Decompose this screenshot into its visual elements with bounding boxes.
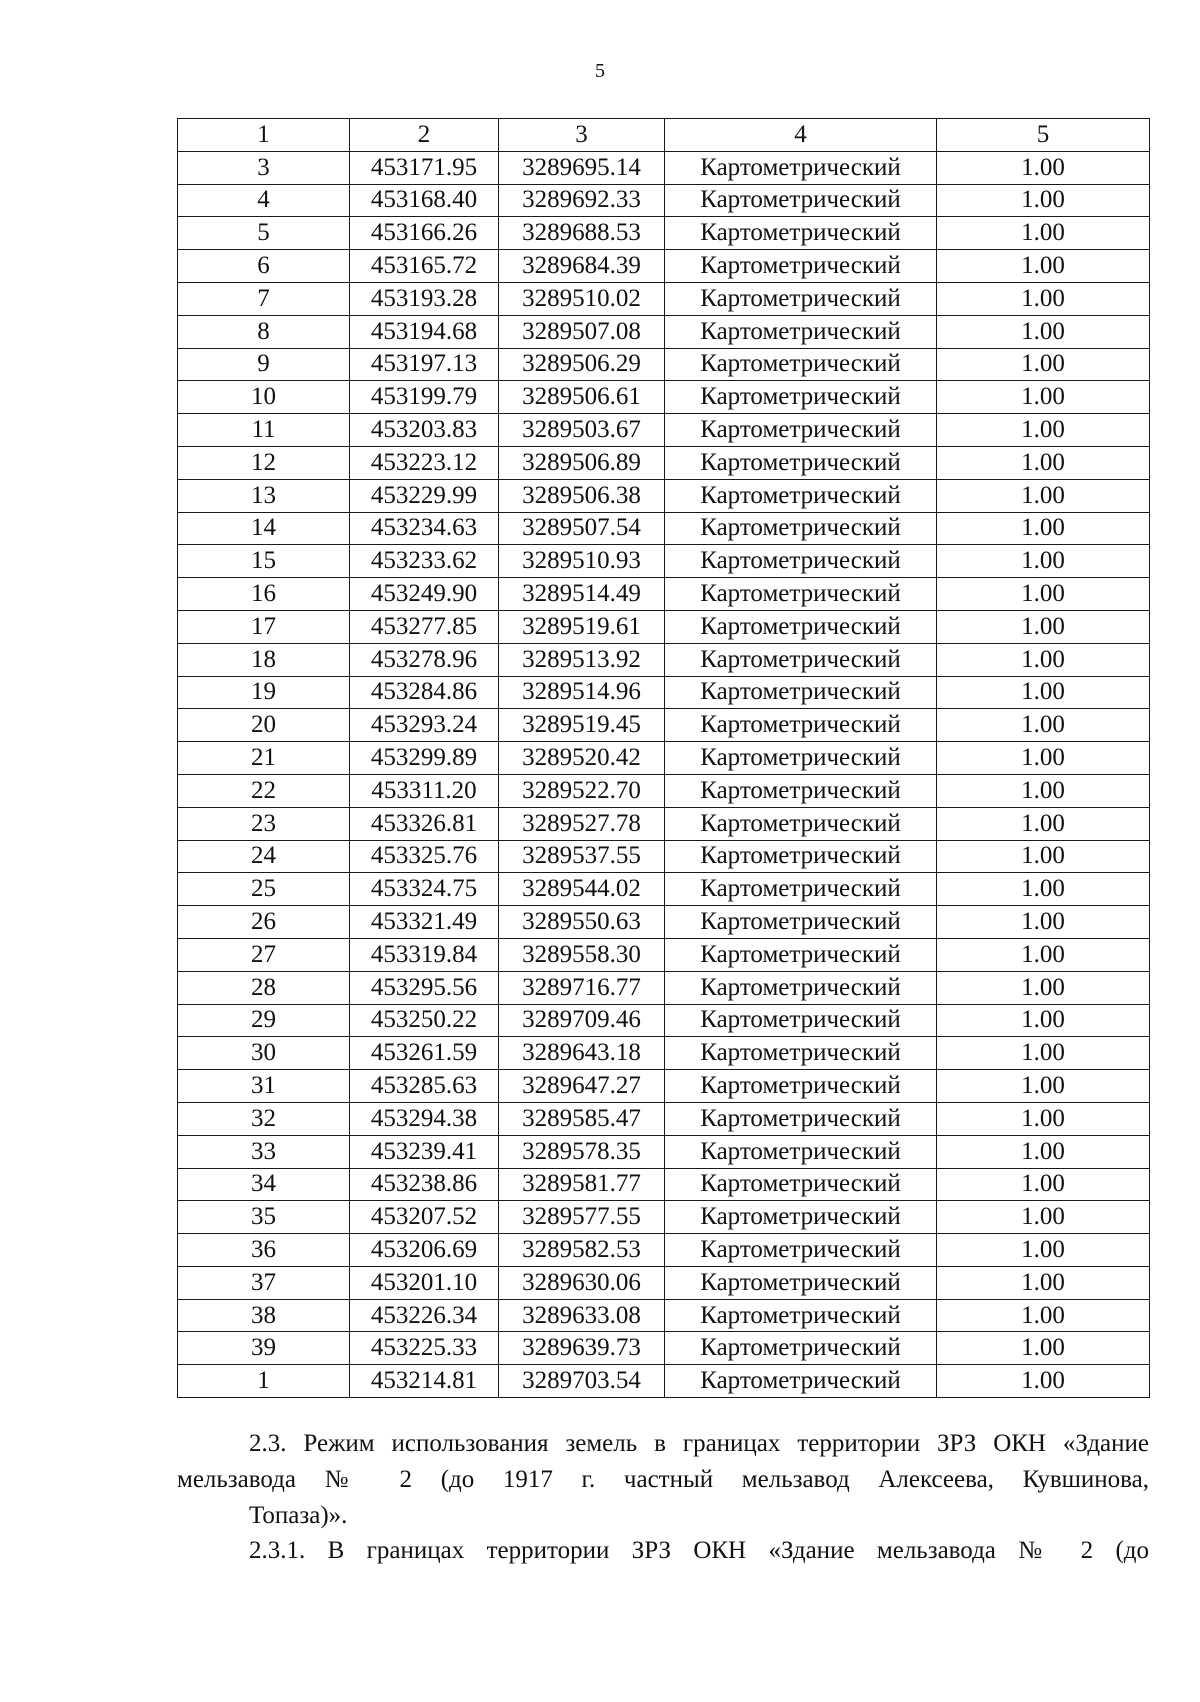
- table-row: [178, 643, 1150, 676]
- cell-method: Картометрический: [665, 151, 937, 184]
- cell-x: 453199.79: [350, 381, 499, 414]
- cell-method: Картометрический: [665, 1037, 937, 1070]
- cell-method: Картометрический: [665, 315, 937, 348]
- cell-x: 453311.20: [350, 774, 499, 807]
- cell-method: Картометрический: [665, 479, 937, 512]
- cell-y: 3289630.06: [499, 1266, 665, 1299]
- cell-method: Картометрический: [665, 971, 937, 1004]
- cell-accuracy: 1.00: [937, 414, 1150, 447]
- table-row: [178, 1102, 1150, 1135]
- header-cell-accuracy: 5: [937, 119, 1150, 152]
- cell-method: Картометрический: [665, 184, 937, 217]
- cell-x: 453201.10: [350, 1266, 499, 1299]
- cell-accuracy: 1.00: [937, 512, 1150, 545]
- cell-y: 3289506.89: [499, 446, 665, 479]
- cell-method: Картометрический: [665, 807, 937, 840]
- cell-point-number: 9: [178, 348, 350, 381]
- cell-point-number: 10: [178, 381, 350, 414]
- cell-y: 3289527.78: [499, 807, 665, 840]
- table-row: [178, 512, 1150, 545]
- table-row: [178, 1135, 1150, 1168]
- cell-x: 453250.22: [350, 1004, 499, 1037]
- table-row: [178, 774, 1150, 807]
- cell-method: Картометрический: [665, 578, 937, 611]
- table-row: [178, 610, 1150, 643]
- table-row: [178, 1266, 1150, 1299]
- cell-method: Картометрический: [665, 1102, 937, 1135]
- cell-accuracy: 1.00: [937, 1135, 1150, 1168]
- cell-accuracy: 1.00: [937, 610, 1150, 643]
- cell-point-number: 24: [178, 840, 350, 873]
- cell-method: Картометрический: [665, 1365, 937, 1398]
- cell-method: Картометрический: [665, 1168, 937, 1201]
- cell-point-number: 26: [178, 906, 350, 939]
- cell-x: 453324.75: [350, 873, 499, 906]
- cell-method: Картометрический: [665, 840, 937, 873]
- cell-x: 453226.34: [350, 1299, 499, 1332]
- cell-point-number: 28: [178, 971, 350, 1004]
- cell-y: 3289558.30: [499, 938, 665, 971]
- cell-y: 3289716.77: [499, 971, 665, 1004]
- cell-x: 453214.81: [350, 1365, 499, 1398]
- cell-x: 453326.81: [350, 807, 499, 840]
- cell-method: Картометрический: [665, 1004, 937, 1037]
- cell-y: 3289514.49: [499, 578, 665, 611]
- table-row: [178, 1201, 1150, 1234]
- paragraph-2-3-line-1: 2.3. Режим использования земель в границах территории ЗРЗ ОКН: [249, 1430, 1046, 1457]
- page-number: 5: [595, 60, 605, 82]
- cell-point-number: 30: [178, 1037, 350, 1070]
- cell-accuracy: 1.00: [937, 1168, 1150, 1201]
- cell-accuracy: 1.00: [937, 709, 1150, 742]
- table-row: [178, 545, 1150, 578]
- cell-accuracy: 1.00: [937, 446, 1150, 479]
- cell-point-number: 27: [178, 938, 350, 971]
- cell-y: 3289639.73: [499, 1332, 665, 1365]
- table-row: [178, 184, 1150, 217]
- cell-accuracy: 1.00: [937, 938, 1150, 971]
- cell-accuracy: 1.00: [937, 184, 1150, 217]
- table-row: [178, 676, 1150, 709]
- cell-point-number: 3: [178, 151, 350, 184]
- cell-y: 3289537.55: [499, 840, 665, 873]
- cell-point-number: 39: [178, 1332, 350, 1365]
- table-row: [178, 381, 1150, 414]
- table-row: [178, 906, 1150, 939]
- cell-y: 3289578.35: [499, 1135, 665, 1168]
- cell-x: 453206.69: [350, 1234, 499, 1267]
- cell-accuracy: 1.00: [937, 1234, 1150, 1267]
- cell-x: 453249.90: [350, 578, 499, 611]
- cell-accuracy: 1.00: [937, 250, 1150, 283]
- cell-method: Картометрический: [665, 742, 937, 775]
- cell-y: 3289513.92: [499, 643, 665, 676]
- cell-accuracy: 1.00: [937, 217, 1150, 250]
- cell-method: Картометрический: [665, 1332, 937, 1365]
- cell-point-number: 38: [178, 1299, 350, 1332]
- cell-accuracy: 1.00: [937, 315, 1150, 348]
- cell-accuracy: 1.00: [937, 807, 1150, 840]
- table-row: [178, 873, 1150, 906]
- cell-x: 453239.41: [350, 1135, 499, 1168]
- header-cell-x: 2: [350, 119, 499, 152]
- cell-x: 453233.62: [350, 545, 499, 578]
- table-row: [178, 1037, 1150, 1070]
- cell-y: 3289703.54: [499, 1365, 665, 1398]
- table-row: [178, 807, 1150, 840]
- header-cell-y: 3: [499, 119, 665, 152]
- cell-y: 3289507.54: [499, 512, 665, 545]
- table-row: [178, 938, 1150, 971]
- table-row: [178, 709, 1150, 742]
- cell-x: 453165.72: [350, 250, 499, 283]
- cell-y: 3289506.38: [499, 479, 665, 512]
- cell-x: 453285.63: [350, 1070, 499, 1103]
- cell-x: 453295.56: [350, 971, 499, 1004]
- cell-accuracy: 1.00: [937, 479, 1150, 512]
- table-row: [178, 742, 1150, 775]
- cell-accuracy: 1.00: [937, 1004, 1150, 1037]
- cell-y: 3289544.02: [499, 873, 665, 906]
- table-row: [178, 1365, 1150, 1398]
- cell-y: 3289510.02: [499, 282, 665, 315]
- cell-method: Картометрический: [665, 1070, 937, 1103]
- cell-accuracy: 1.00: [937, 1365, 1150, 1398]
- cell-point-number: 14: [178, 512, 350, 545]
- table-row: [178, 282, 1150, 315]
- paragraph-2-3-1: [177, 1533, 1149, 1569]
- cell-point-number: 1: [178, 1365, 350, 1398]
- cell-x: 453278.96: [350, 643, 499, 676]
- cell-point-number: 18: [178, 643, 350, 676]
- cell-point-number: 7: [178, 282, 350, 315]
- table-header-row: [178, 119, 1150, 152]
- cell-point-number: 25: [178, 873, 350, 906]
- cell-y: 3289520.42: [499, 742, 665, 775]
- cell-point-number: 33: [178, 1135, 350, 1168]
- cell-point-number: 37: [178, 1266, 350, 1299]
- cell-x: 453197.13: [350, 348, 499, 381]
- cell-method: Картометрический: [665, 1234, 937, 1267]
- cell-y: 3289506.61: [499, 381, 665, 414]
- cell-accuracy: 1.00: [937, 151, 1150, 184]
- cell-x: 453229.99: [350, 479, 499, 512]
- cell-accuracy: 1.00: [937, 840, 1150, 873]
- cell-accuracy: 1.00: [937, 1299, 1150, 1332]
- cell-y: 3289507.08: [499, 315, 665, 348]
- cell-point-number: 35: [178, 1201, 350, 1234]
- cell-x: 453203.83: [350, 414, 499, 447]
- cell-point-number: 8: [178, 315, 350, 348]
- cell-x: 453193.28: [350, 282, 499, 315]
- cell-y: 3289581.77: [499, 1168, 665, 1201]
- cell-accuracy: 1.00: [937, 1070, 1150, 1103]
- cell-point-number: 36: [178, 1234, 350, 1267]
- cell-y: 3289519.45: [499, 709, 665, 742]
- cell-point-number: 12: [178, 446, 350, 479]
- cell-method: Картометрический: [665, 774, 937, 807]
- cell-accuracy: 1.00: [937, 643, 1150, 676]
- cell-y: 3289550.63: [499, 906, 665, 939]
- cell-method: Картометрический: [665, 873, 937, 906]
- table-row: [178, 1168, 1150, 1201]
- cell-accuracy: 1.00: [937, 873, 1150, 906]
- cell-method: Картометрический: [665, 709, 937, 742]
- cell-method: Картометрический: [665, 512, 937, 545]
- cell-method: Картометрический: [665, 381, 937, 414]
- cell-point-number: 19: [178, 676, 350, 709]
- cell-y: 3289503.67: [499, 414, 665, 447]
- cell-x: 453293.24: [350, 709, 499, 742]
- cell-method: Картометрический: [665, 414, 937, 447]
- header-cell-point-number: 1: [178, 119, 350, 152]
- cell-method: Картометрический: [665, 1266, 937, 1299]
- cell-x: 453166.26: [350, 217, 499, 250]
- cell-x: 453194.68: [350, 315, 499, 348]
- cell-x: 453223.12: [350, 446, 499, 479]
- cell-point-number: 23: [178, 807, 350, 840]
- cell-point-number: 11: [178, 414, 350, 447]
- cell-y: 3289695.14: [499, 151, 665, 184]
- cell-method: Картометрический: [665, 545, 937, 578]
- cell-method: Картометрический: [665, 348, 937, 381]
- cell-x: 453207.52: [350, 1201, 499, 1234]
- cell-point-number: 22: [178, 774, 350, 807]
- cell-method: Картометрический: [665, 906, 937, 939]
- header-cell-method: 4: [665, 119, 937, 152]
- cell-method: Картометрический: [665, 938, 937, 971]
- cell-point-number: 34: [178, 1168, 350, 1201]
- cell-accuracy: 1.00: [937, 348, 1150, 381]
- cell-accuracy: 1.00: [937, 1266, 1150, 1299]
- cell-x: 453168.40: [350, 184, 499, 217]
- cell-point-number: 32: [178, 1102, 350, 1135]
- table-row: [178, 971, 1150, 1004]
- cell-accuracy: 1.00: [937, 578, 1150, 611]
- table-row: [178, 151, 1150, 184]
- cell-accuracy: 1.00: [937, 971, 1150, 1004]
- table-row: [178, 1070, 1150, 1103]
- cell-point-number: 21: [178, 742, 350, 775]
- coordinates-table: [177, 118, 1150, 1398]
- table-row: [178, 479, 1150, 512]
- cell-y: 3289506.29: [499, 348, 665, 381]
- cell-accuracy: 1.00: [937, 1037, 1150, 1070]
- cell-x: 453284.86: [350, 676, 499, 709]
- cell-y: 3289684.39: [499, 250, 665, 283]
- cell-x: 453321.49: [350, 906, 499, 939]
- cell-x: 453171.95: [350, 151, 499, 184]
- table-row: [178, 315, 1150, 348]
- cell-point-number: 20: [178, 709, 350, 742]
- table-row: [178, 446, 1150, 479]
- table-row: [178, 1332, 1150, 1365]
- cell-accuracy: 1.00: [937, 545, 1150, 578]
- cell-x: 453261.59: [350, 1037, 499, 1070]
- cell-accuracy: 1.00: [937, 1201, 1150, 1234]
- cell-y: 3289582.53: [499, 1234, 665, 1267]
- table-row: [178, 1234, 1150, 1267]
- cell-y: 3289688.53: [499, 217, 665, 250]
- cell-point-number: 17: [178, 610, 350, 643]
- cell-accuracy: 1.00: [937, 774, 1150, 807]
- cell-point-number: 6: [178, 250, 350, 283]
- cell-accuracy: 1.00: [937, 906, 1150, 939]
- cell-method: Картометрический: [665, 610, 937, 643]
- cell-point-number: 4: [178, 184, 350, 217]
- table-row: [178, 578, 1150, 611]
- cell-method: Картометрический: [665, 1201, 937, 1234]
- cell-method: Картометрический: [665, 217, 937, 250]
- cell-point-number: 29: [178, 1004, 350, 1037]
- cell-y: 3289647.27: [499, 1070, 665, 1103]
- paragraph-2-3-1-line-1: 2.3.1. В границах территории ЗРЗ ОКН «Здание мельзавода № 2 (до: [249, 1537, 1149, 1564]
- cell-x: 453319.84: [350, 938, 499, 971]
- cell-accuracy: 1.00: [937, 1332, 1150, 1365]
- cell-accuracy: 1.00: [937, 282, 1150, 315]
- cell-method: Картометрический: [665, 643, 937, 676]
- cell-y: 3289643.18: [499, 1037, 665, 1070]
- cell-accuracy: 1.00: [937, 1102, 1150, 1135]
- cell-x: 453325.76: [350, 840, 499, 873]
- table-row: [178, 348, 1150, 381]
- cell-y: 3289577.55: [499, 1201, 665, 1234]
- cell-y: 3289519.61: [499, 610, 665, 643]
- coordinates-table-body: [178, 119, 1150, 1398]
- table-row: [178, 840, 1150, 873]
- paragraph-2-3: [177, 1426, 1149, 1534]
- cell-y: 3289585.47: [499, 1102, 665, 1135]
- table-row: [178, 217, 1150, 250]
- cell-x: 453225.33: [350, 1332, 499, 1365]
- cell-point-number: 13: [178, 479, 350, 512]
- cell-method: Картометрический: [665, 282, 937, 315]
- cell-x: 453234.63: [350, 512, 499, 545]
- paragraph-2-3-line-3: Топаза)».: [249, 1502, 348, 1529]
- cell-y: 3289692.33: [499, 184, 665, 217]
- cell-accuracy: 1.00: [937, 742, 1150, 775]
- cell-method: Картометрический: [665, 1299, 937, 1332]
- cell-point-number: 5: [178, 217, 350, 250]
- table-row: [178, 1299, 1150, 1332]
- cell-point-number: 15: [178, 545, 350, 578]
- cell-x: 453299.89: [350, 742, 499, 775]
- paragraph-2-3-line-2: «Здание мельзавода № 2 (до 1917 г. частный мельзавод Алексеева, Кувшинова,: [177, 1430, 1149, 1493]
- cell-point-number: 31: [178, 1070, 350, 1103]
- cell-accuracy: 1.00: [937, 676, 1150, 709]
- table-row: [178, 414, 1150, 447]
- table-row: [178, 250, 1150, 283]
- cell-x: 453294.38: [350, 1102, 499, 1135]
- cell-method: Картометрический: [665, 1135, 937, 1168]
- cell-y: 3289709.46: [499, 1004, 665, 1037]
- cell-y: 3289514.96: [499, 676, 665, 709]
- cell-method: Картометрический: [665, 446, 937, 479]
- cell-accuracy: 1.00: [937, 381, 1150, 414]
- cell-x: 453277.85: [350, 610, 499, 643]
- cell-method: Картометрический: [665, 250, 937, 283]
- table-row: [178, 1004, 1150, 1037]
- cell-method: Картометрический: [665, 676, 937, 709]
- cell-y: 3289510.93: [499, 545, 665, 578]
- cell-y: 3289633.08: [499, 1299, 665, 1332]
- cell-point-number: 16: [178, 578, 350, 611]
- cell-y: 3289522.70: [499, 774, 665, 807]
- cell-x: 453238.86: [350, 1168, 499, 1201]
